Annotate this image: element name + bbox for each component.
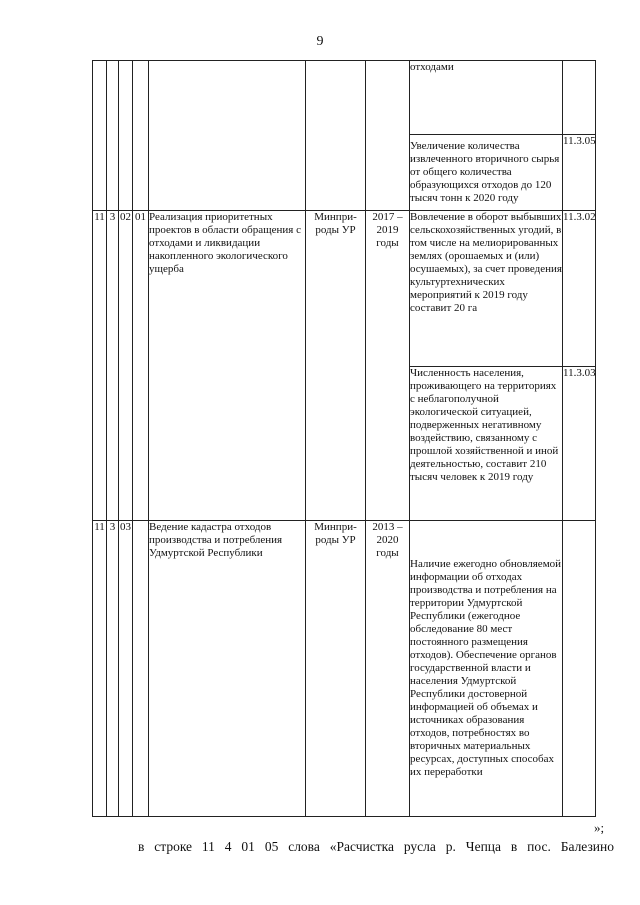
indicator-number	[563, 61, 596, 135]
responsible-org: Минпри-роды УР	[306, 211, 366, 521]
code-cell: 01	[133, 211, 149, 521]
responsible-org	[306, 61, 366, 211]
body-text-line: в строке 11 4 01 05 слова «Расчистка русла р. Чепца в пос. Балезино	[138, 839, 614, 854]
indicator-number: 11.3.03	[563, 367, 596, 521]
code-cell: 3	[107, 211, 119, 521]
indicator-number: 11.3.05	[563, 135, 596, 211]
indicator-text: Численность населения, проживающего на территориях с неблагополучной экологической ситуацией, подверженных негативному воздействию, связанному с прошлой хозяйственной и иной деятельностью, составит 210 тысяч человек к 2019 году	[410, 367, 563, 521]
period-cell: 2013 – 2020 годы	[366, 521, 410, 817]
table-row	[93, 211, 596, 367]
code-cell	[93, 61, 107, 211]
indicator-number	[563, 521, 596, 817]
code-cell: 11	[93, 211, 107, 521]
program-table	[92, 60, 596, 817]
measure-name: Реализация приоритетных проектов в области обращения с отходами и ликвидации накопленного экологического ущерба	[149, 211, 306, 521]
page-number: 9	[316, 34, 324, 49]
indicator-text: Вовлечение в оборот выбывших сельскохозяйственных угодий, в том числе на мелиорированных землях (орошаемых и (или) осушаемых), за счет проведения культуртехнических мероприятий к 2019 году составит 20 га	[410, 211, 563, 367]
code-cell	[133, 521, 149, 817]
measure-name: Ведение кадастра отходов производства и потребления Удмуртской Республики	[149, 521, 306, 817]
closing-quote: »;	[594, 820, 605, 835]
code-cell: 02	[119, 211, 133, 521]
code-cell	[107, 61, 119, 211]
code-cell: 03	[119, 521, 133, 817]
table-row	[93, 521, 596, 817]
indicator-text: отходами	[410, 61, 563, 135]
code-cell	[119, 61, 133, 211]
table-row	[93, 61, 596, 135]
responsible-org: Минпри-роды УР	[306, 521, 366, 817]
indicator-text: Увеличение количества извлеченного вторичного сырья от общего количества образующихся отходов до 120 тысяч тонн к 2020 году	[410, 135, 563, 211]
indicator-text: Наличие ежегодно обновляемой информации об отходах производства и потребления на территории Удмуртской Республики (ежегодное обследование 80 мест постоянного размещения отходов). Обеспечение органов государственной власти и населения Удмуртской Республики достоверной информацией об объемах и источниках образования отходов, потребностях во вторичных материальных ресурсах, доступных способах их переработки	[410, 521, 563, 817]
code-cell: 3	[107, 521, 119, 817]
indicator-number: 11.3.02	[563, 211, 596, 367]
period-cell	[366, 61, 410, 211]
period-cell: 2017 – 2019 годы	[366, 211, 410, 521]
code-cell	[133, 61, 149, 211]
code-cell: 11	[93, 521, 107, 817]
measure-name	[149, 61, 306, 211]
